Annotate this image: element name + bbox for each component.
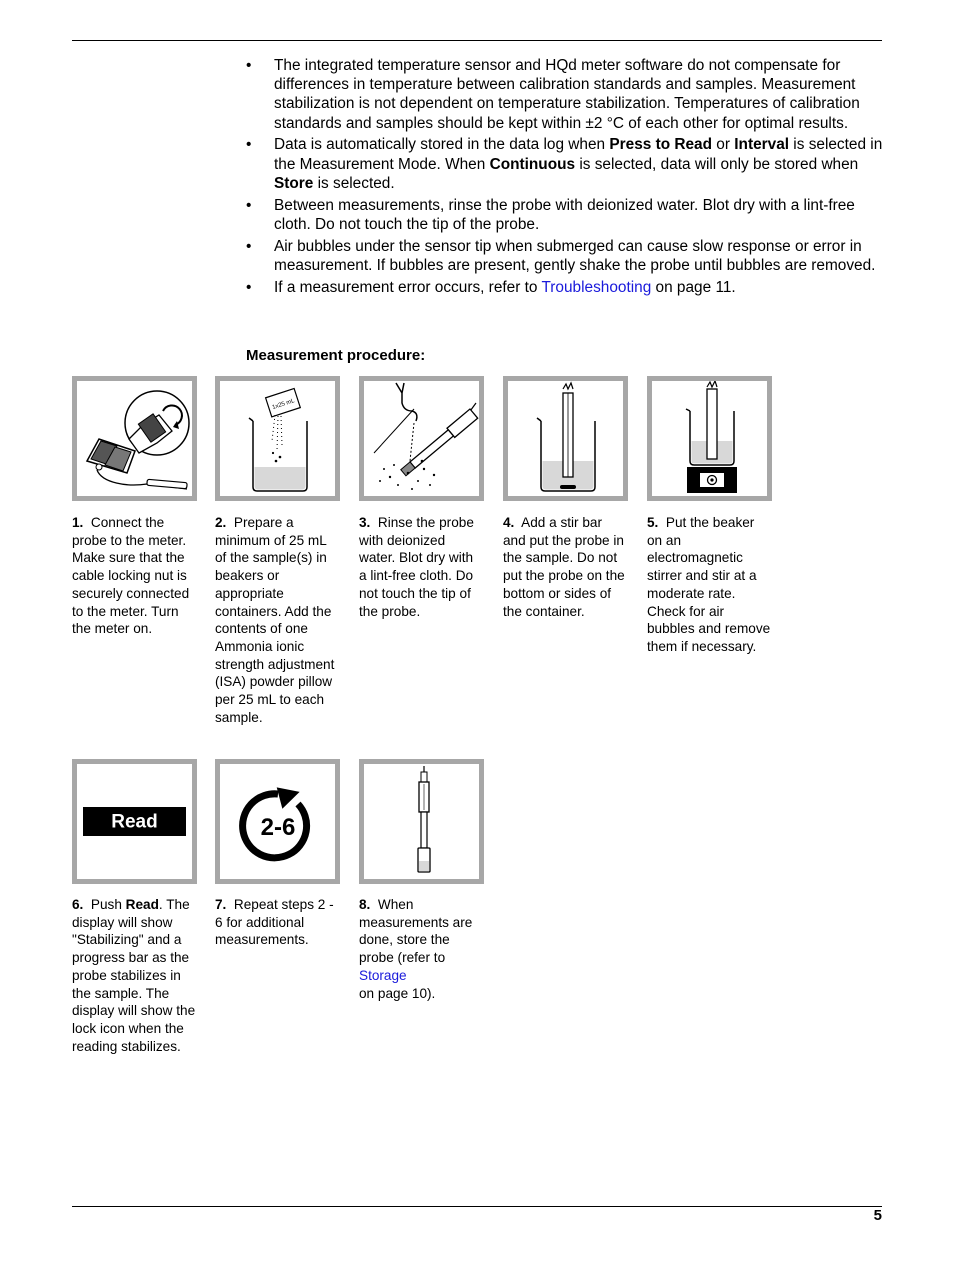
step-2-figure [215,376,340,501]
text-run: Add a stir bar and put the probe in the sample. Do not put the probe on the bottom or sides of the container. [503,515,625,619]
bullet-text [274,136,882,191]
step-3-caption [359,514,483,620]
text-run: The integrated temperature sensor and HQd meter software do not compensate for differences in temperature between calibration standards and samples. Measurement stabilization is not dependent on temperature stabilization. Temperatures of calibration standards and samples should be kept within ±2 °C of each other for optimal results. [274,57,860,132]
text-run: Put the beaker on an electromagnetic stirrer and stir at a moderate rate. Check for air bubbles and remove them if necessary. [647,515,771,654]
text-run: on page 10). [359,985,436,1001]
step-number: 8. [359,897,371,912]
bullet-symbol: • [246,196,252,214]
step-5-caption [647,514,771,656]
repeat-label: 2-6 [260,814,296,841]
text-run: Repeat steps 2 - 6 for additional measurements. [215,897,334,948]
text-run: . The display will show "Stabilizing" and a progress bar as the probe stabilizes in the sample. The display will show the lock icon when the reading stabilizes. [72,897,196,1054]
read-key-label: Read [111,811,158,833]
list-item [246,56,886,133]
bold-term: Read [125,897,159,912]
cross-reference-link[interactable]: Troubleshooting [541,278,652,296]
bold-term: Press to Read [609,136,713,154]
step-text [359,515,474,619]
step-number: 6. [72,897,84,912]
page-number: 5 [873,1207,882,1224]
step-text [647,515,770,654]
step-number: 2. [215,515,227,530]
step-number: 1. [72,515,84,530]
text-run: on page 11. [651,278,736,296]
header-rule [72,40,882,41]
probe-connect-icon [77,381,192,496]
step-6-figure [72,759,197,884]
step-text [503,515,625,619]
step-8-figure [359,759,484,884]
step-4-figure [503,376,628,501]
step-7-figure [215,759,340,884]
step-6-caption [72,896,196,1055]
step-7-caption [215,896,339,949]
procedure-heading: Measurement procedure: [246,347,426,364]
store-probe-icon [364,764,479,879]
repeat-steps-icon [220,764,335,879]
text-run: Rinse the probe with deionized water. Blot dry with a lint-free cloth. Do not touch the tip of the probe. [359,515,474,619]
step-number: 4. [503,515,515,530]
text-run: Connect the probe to the meter. Make sure that the cable locking nut is securely connected to the meter. Turn the meter on. [72,515,190,637]
text-run: When measurements are done, store the probe (refer to [359,897,473,966]
bullet-text [274,197,855,233]
text-run: is selected, data will only be stored when [575,155,859,173]
step-text [215,897,334,947]
text-run: Air bubbles under the sensor tip when submerged can cause slow response or error in measurement. If bubbles are present, gently shake the probe until bubbles are removed. [274,237,876,274]
step-8-caption [359,896,483,1002]
text-run: or [712,136,735,154]
step-5-figure [647,376,772,501]
step-text [72,897,195,1054]
bullet-symbol: • [246,278,252,296]
bold-term: Interval [734,136,790,154]
text-run: Between measurements, rinse the probe with deionized water. Blot dry with a lint-free cloth. Do not touch the tip of the probe. [274,196,855,233]
step-number: 5. [647,515,659,530]
step-text [215,515,334,725]
text-run: Prepare a minimum of 25 mL of the sample(s) in beakers or appropriate containers. Add the contents of one Ammonia ionic strength adjustment (ISA) powder pillow per 25 mL to each sample. [215,515,335,725]
step-1-caption [72,514,196,638]
rinse-probe-icon [364,381,479,496]
bullet-text [274,57,860,132]
bullet-symbol: • [246,136,252,154]
pillow-label: 1x25 mL [271,398,296,412]
bullet-symbol: • [246,237,252,255]
step-4-caption [503,514,627,620]
bullet-symbol: • [246,57,252,74]
notes-list [246,56,886,299]
bold-term: Continuous [489,155,576,173]
step-text [359,897,472,1001]
text-run: is selected in the Measurement Mode. When [274,136,883,173]
footer-rule [72,1206,882,1207]
bullet-text [274,238,875,274]
list-item [246,278,886,297]
step-number: 7. [215,897,227,912]
probe-in-beaker-icon [508,381,623,496]
read-key-icon [77,764,192,879]
beaker-powder-pillow-icon [220,381,335,496]
text-run: is selected. [313,174,395,192]
text-run: If a measurement error occurs, refer to [274,278,542,296]
list-item [246,196,886,234]
text-run: Push [90,897,126,912]
text-run: Data is automatically stored in the data log when [274,136,610,154]
step-1-figure [72,376,197,501]
step-3-figure [359,376,484,501]
bullet-text [274,279,736,296]
step-text [72,515,189,636]
step-2-caption [215,514,339,726]
list-item [246,237,886,275]
list-item [246,135,886,193]
beaker-on-stirrer-icon [652,381,767,496]
step-number: 3. [359,515,371,530]
bold-term: Store [274,174,314,192]
cross-reference-link[interactable]: Storage [359,967,407,983]
